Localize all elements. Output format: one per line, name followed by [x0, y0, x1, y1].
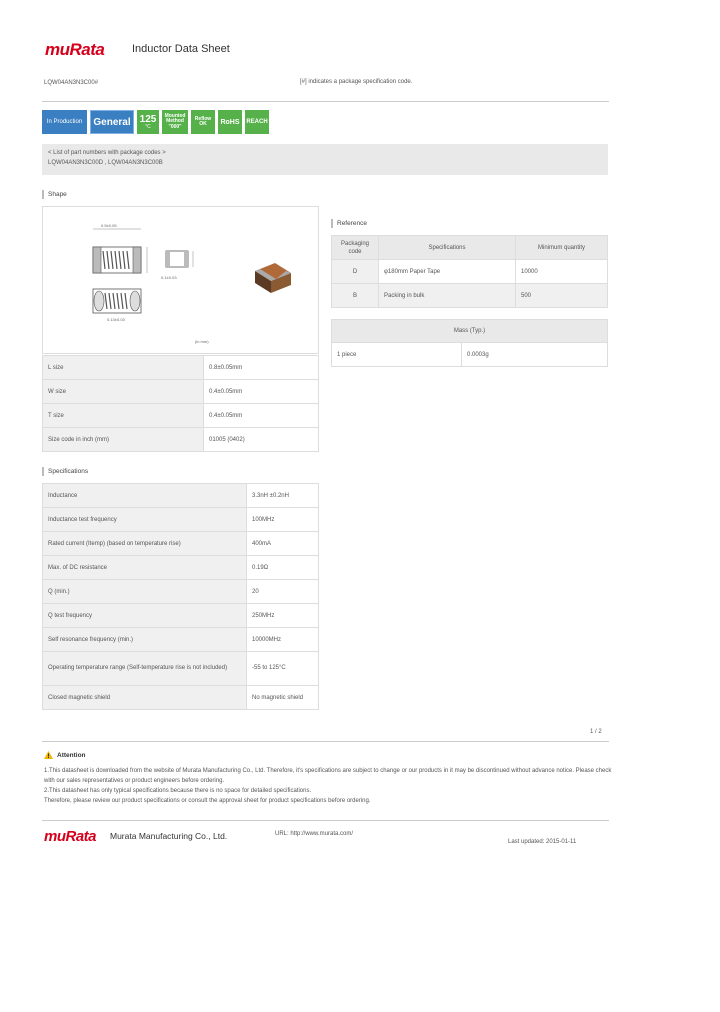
col-minimum-quantity: Minimum quantity — [516, 236, 608, 260]
table-row — [43, 556, 319, 580]
row-value: 10000MHz — [247, 628, 319, 652]
mounted-method-badge — [162, 110, 188, 134]
shape-heading: Shape — [42, 190, 67, 199]
row-label: Self resonance frequency (min.) — [43, 628, 247, 652]
footer-murata-logo[interactable]: muRata — [44, 828, 97, 845]
table-row — [332, 343, 608, 367]
table-row — [43, 604, 319, 628]
row-label: T size — [43, 404, 204, 428]
part-number: LQW04AN3N3C00# — [44, 80, 99, 86]
mounted-line-3: "000" — [168, 123, 182, 130]
package-list-codes: LQW04AN3N3C00D , LQW04AN3N3C00B — [48, 160, 163, 166]
ref-code: D — [332, 260, 379, 284]
table-row — [43, 652, 319, 686]
col-specifications: Specifications — [379, 236, 516, 260]
mass-table — [331, 319, 608, 367]
company-name: Murata Manufacturing Co., Ltd. — [110, 831, 228, 841]
status-badges — [42, 110, 269, 134]
reflow-line-1: Reflow — [194, 115, 212, 122]
table-row — [43, 380, 319, 404]
row-value: 0.8±0.05mm — [204, 356, 319, 380]
rohs-badge: RoHS — [218, 110, 242, 134]
row-label: Operating temperature range (Self-temperature rise is not included) — [43, 652, 247, 686]
table-row — [43, 628, 319, 652]
table-row — [43, 580, 319, 604]
row-value: -55 to 125°C — [247, 652, 319, 686]
dimensions-table — [42, 355, 319, 452]
in-production-badge: In Production — [42, 110, 87, 134]
temp-unit: °C — [145, 123, 151, 130]
temp-value: 125 — [139, 113, 157, 125]
specifications-table — [42, 483, 319, 710]
company-url[interactable]: URL: http://www.murata.com/ — [275, 831, 354, 837]
row-label: Inductance — [43, 484, 247, 508]
table-row — [43, 356, 319, 380]
attention-line-3: Therefore, please review our product specifications or consult the approval sheet for product specifications before ordering. — [44, 798, 371, 804]
row-label: Rated current (Itemp) (based on temperature rise) — [43, 532, 247, 556]
table-row — [43, 404, 319, 428]
ref-spec: φ180mm Paper Tape — [379, 260, 516, 284]
table-row — [43, 686, 319, 710]
attention-title — [44, 751, 86, 759]
row-label: L size — [43, 356, 204, 380]
dim-label-2: 0.1±0.03 — [161, 275, 177, 280]
table-row — [332, 284, 608, 308]
page-number: 1 / 2 — [590, 729, 602, 735]
header-divider — [42, 101, 609, 102]
row-label: Closed magnetic shield — [43, 686, 247, 710]
shape-unit: (in mm) — [195, 339, 209, 344]
ref-spec: Packing in bulk — [379, 284, 516, 308]
ref-qty: 500 — [516, 284, 608, 308]
mass-header: Mass (Typ.) — [332, 320, 608, 343]
row-value: 0.4±0.05mm — [204, 404, 319, 428]
ref-qty: 10000 — [516, 260, 608, 284]
table-row — [43, 532, 319, 556]
row-label: Q (min.) — [43, 580, 247, 604]
shape-drawing-box — [42, 206, 319, 354]
dim-label-3: 0.13±0.03 — [107, 317, 125, 322]
row-value: 3.3nH ±0.2nH — [247, 484, 319, 508]
dimension-drawing — [43, 207, 318, 353]
row-value: 100MHz — [247, 508, 319, 532]
col-packaging-code: Packaging code — [332, 236, 379, 260]
table-row — [43, 484, 319, 508]
package-list-box — [42, 144, 608, 175]
general-badge: General — [90, 110, 134, 134]
specifications-heading: Specifications — [42, 467, 88, 476]
warning-icon — [44, 751, 53, 759]
row-value: No magnetic shield — [247, 686, 319, 710]
mass-value: 0.0003g — [462, 343, 608, 367]
mounted-line-1: Mounted — [164, 113, 186, 120]
row-value: 0.4±0.05mm — [204, 380, 319, 404]
row-label: Q test frequency — [43, 604, 247, 628]
row-value: 20 — [247, 580, 319, 604]
reference-heading: Reference — [331, 219, 367, 228]
row-value: 01005 (0402) — [204, 428, 319, 452]
attention-line-1: 1.This datasheet is downloaded from the website of Murata Manufacturing Co., Ltd. Therefore, it's specifications are subject to change or our products in it may be discontinued without advance notice. Please check with our sales representatives or product engineers before ordering. — [44, 768, 612, 784]
table-row — [43, 428, 319, 452]
reach-badge: REACH — [245, 110, 269, 134]
page-title: Inductor Data Sheet — [132, 43, 230, 55]
row-label: Max. of DC resistance — [43, 556, 247, 580]
table-row — [332, 260, 608, 284]
package-code-note: [#] indicates a package specification code. — [300, 79, 413, 85]
row-label: W size — [43, 380, 204, 404]
chip-photo — [255, 263, 291, 293]
mounted-line-2: Method — [166, 118, 184, 125]
row-value: 0.19Ω — [247, 556, 319, 580]
row-value: 400mA — [247, 532, 319, 556]
row-value: 250MHz — [247, 604, 319, 628]
attention-divider — [42, 741, 609, 742]
package-list-label: < List of part numbers with package codes > — [48, 150, 166, 156]
reflow-line-2: OK — [199, 121, 207, 127]
last-updated: Last updated: 2015-01-11 — [508, 839, 577, 845]
row-label: Inductance test frequency — [43, 508, 247, 532]
dim-label-1: 0.5±0.05 — [101, 223, 117, 228]
reference-table — [331, 235, 608, 308]
mass-label: 1 piece — [332, 343, 462, 367]
murata-logo[interactable]: muRata — [45, 40, 105, 59]
table-row — [43, 508, 319, 532]
attention-text — [44, 766, 614, 806]
attention-label: Attention — [57, 751, 86, 759]
footer-divider — [42, 820, 609, 821]
reflow-badge — [191, 110, 215, 134]
attention-line-2: 2.This datasheet has only typical specifications because there is no space for detailed specifications. — [44, 788, 312, 794]
row-label: Size code in inch (mm) — [43, 428, 204, 452]
ref-code: B — [332, 284, 379, 308]
temperature-badge — [137, 110, 159, 134]
